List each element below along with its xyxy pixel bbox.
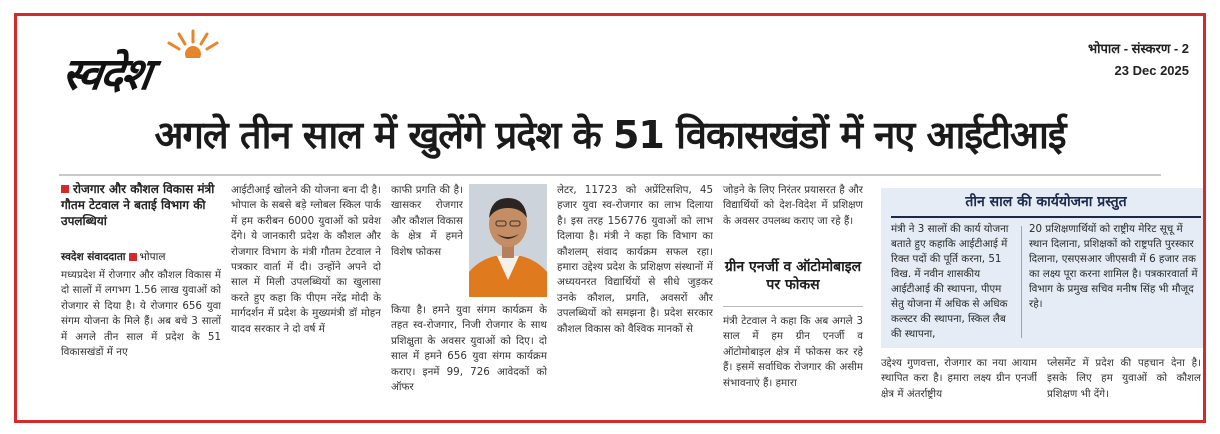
headline-divider	[59, 174, 1161, 176]
column-text: लेटर, 11723 को अप्रेंटिसशिप, 45 हजार युवा स्व-रोजगार का लाभ दिलाया है। इस तरह 156776 युवाओं को लाभ दिलाया है। मंत्री ने कहा कि विभाग का कौशलम् संवाद कार्यक्रम सफल रहा। हमारा उद्देश्य प्रदेश के प्रशिक्षण संस्थानों में अध्ययनरत विद्यार्थियों से सीधे जुड़कर उनके कौशल, प्रगति, अवसरों और उपलब्धियों को समझना है। प्रदेश सरकार कौशल विकास को वैश्विक मानकों से	[557, 184, 713, 335]
article-column-5-top	[723, 183, 863, 245]
info-box-divider	[891, 216, 1201, 218]
column-text: मंत्री टेटवाल ने कहा कि अब अगले 3 साल में हम ग्रीन एनर्जी व ऑटोमोबाइल क्षेत्र में फोकस कर रहे हैं। इसमें सर्वाधिक रोजगार की असीम संभावनाएं हैं। हमारा	[723, 315, 863, 389]
article-column-5-bottom	[723, 314, 863, 406]
info-box-right	[1029, 222, 1201, 342]
subheading: ग्रीन एनर्जी व ऑटोमोबाइल पर फोकस	[724, 259, 862, 293]
info-box-text: मंत्री ने 3 सालों की कार्य योजना बताते हुए कहाकि आईटीआई में रिक्त पदों की पूर्ति करना, 51 विख. में नवीन शासकीय आईटीआई की स्थापना, पीएम सेतु योजना में अधिक से अधिक कल्स्टर की स्थापना, स्किल लैब की स्थापना,	[891, 223, 1009, 340]
edition-info	[1088, 40, 1189, 80]
kicker	[61, 181, 223, 229]
edition-label: भोपाल - संस्करण - 2	[1088, 41, 1189, 56]
byline-city: भोपाल	[139, 251, 166, 263]
article-column-2	[231, 183, 381, 405]
red-square-icon	[61, 185, 69, 193]
portrait-image	[469, 184, 547, 297]
swadesh-logo	[53, 24, 253, 100]
byline	[61, 250, 165, 264]
byline-reporter: स्वदेश संवाददाता	[61, 251, 126, 263]
column-text: प्लेसमेंट में प्रदेश की पहचान देना है। इसके लिए हम युवाओं को कौशल प्रशिक्षण भी देंगे।	[1047, 357, 1201, 400]
minister-photo	[469, 184, 547, 297]
info-box-left	[891, 222, 1015, 342]
info-box-title: तीन साल की कार्ययोजना प्रस्तुत	[965, 194, 1127, 210]
column-text: मध्यप्रदेश में रोजगार और कौशल विकास में दो सालों में लगभग 1.56 लाख युवाओं को रोजगार से दिया है। ये रोजगार 656 युवा संगम योजना के मिले हैं। अब बचे 3 सालों में अगले तीन साल में प्रदेश के 51 विकासखंडों में नए	[61, 269, 221, 359]
column-text: जोड़ने के लिए निरंतर प्रयासरत है और विद्यार्थियों को देश-विदेश में प्रशिक्षण के अवसर उपलब्ध कराए जा रहे हैं।	[723, 184, 863, 227]
column-text: उद्देश्य गुणवत्ता, रोजगार का नया आयाम स्थापित करा है। हमारा लक्ष्य ग्रीन एनर्जी क्षेत्र में अंतर्राष्ट्रीय	[881, 357, 1037, 400]
column-text: किया है। हमने युवा संगम कार्यक्रम के तहत स्व-रोजगार, निजी रोजगार के साथ प्रशिक्षुता के अवसर युवाओं को दिए। दो साल में हमने 656 युवा संगम कार्यक्रम कराए। इनमें 99, 726 आवेदकों को ऑफर	[391, 304, 547, 394]
info-box-column-divider	[1021, 226, 1022, 338]
article-column-3-bottom	[391, 303, 547, 405]
column-text: आईटीआई खोलने की योजना बना दी है। भोपाल के सबसे बड़े ग्लोबल स्किल पार्क में हम करीबन 6000 युवाओं को प्रवेश देंगे। ये जानकारी प्रदेश के कौशल और रोजगार विभाग के मंत्री गौतम टेटवाल ने पत्रकार वार्ता में दी। उन्होंने अपने दो साल में मिली उपलब्धियों का खुलासा करते हुए कहा कि पीएम नरेंद्र मोदी के मार्गदर्शन में प्रदेश के मुख्यमंत्री डॉ मोहन यादव सरकार ने दो वर्ष में	[231, 184, 381, 335]
red-square-icon	[129, 253, 137, 261]
edition-date: 23 Dec 2025	[1114, 63, 1189, 78]
column-text: काफी प्रगति की है। खासकर रोजगार और कौशल विकास के क्षेत्र में हमने विशेष फोकस	[391, 184, 463, 258]
newspaper-clipping	[14, 13, 1206, 423]
sun-rays-icon	[163, 28, 223, 58]
article-column-4	[557, 183, 713, 405]
info-box-text: 20 प्रशिक्षणार्थियों को राष्ट्रीय मेरिट सूचू में स्थान दिलाना, प्रशिक्षकों को राष्ट्रपति पुरस्कार दिलाना, एसएसआर जीएसवी में 6 हजार तक का लक्ष्य पूरा करना शामिल है। पत्रकारवार्ता में विभाग के प्रमुख सचिव मनीष सिंह भी मौजूद रहे।	[1029, 223, 1198, 310]
subheading-divider	[723, 306, 863, 307]
article-column-7	[1047, 356, 1201, 406]
article-column-6	[881, 356, 1037, 406]
headline: अगले तीन साल में खुलेंगे प्रदेश के 51 विकासखंडों में नए आईटीआई	[154, 113, 1066, 157]
article-column-1	[61, 268, 221, 406]
logo-text: स्वदेश	[59, 49, 154, 100]
kicker-text: रोजगार और कौशल विकास मंत्री गौतम टेटवाल ने बताई विभाग की उपलब्धियां	[61, 182, 215, 228]
article-column-3-top	[391, 183, 463, 295]
